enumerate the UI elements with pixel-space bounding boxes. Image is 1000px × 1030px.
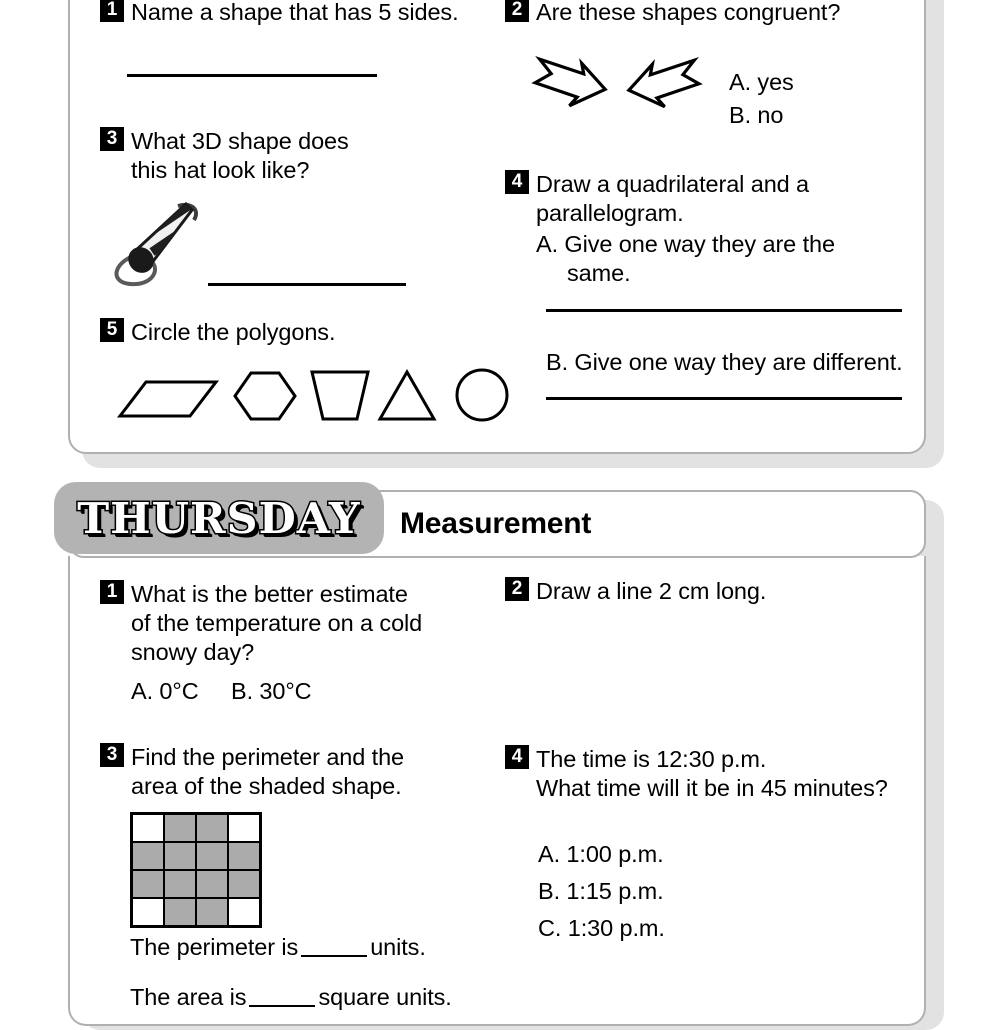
triangle-shape (380, 372, 434, 419)
area-blank[interactable] (249, 985, 315, 1007)
grid-cell (197, 871, 227, 897)
day-label: THURSDAY (77, 493, 361, 543)
grid-cell (165, 871, 195, 897)
question-text-line-2: of the temperature on a cold (131, 610, 423, 636)
answer-line-q3[interactable] (208, 283, 406, 286)
question-text-line-3: snowy day? (131, 639, 255, 665)
question-text-line-2: What time will it be in 45 minutes? (536, 775, 888, 801)
grid-cell (197, 843, 227, 869)
thursday-header-bar (68, 490, 926, 558)
arrow-left-icon (625, 56, 702, 113)
parallelogram-shape (120, 382, 216, 416)
thursday-q4-choice-a[interactable]: A. 1:00 p.m. (538, 841, 664, 867)
thursday-q1-choice-b[interactable]: B. 30°C (231, 678, 312, 704)
thursday-q4-choice-c[interactable]: C. 1:30 p.m. (538, 915, 665, 941)
question-text: Are these shapes congruent? (536, 0, 841, 25)
area-prompt-before: The area is (130, 984, 247, 1010)
question-text-line-2: area of the shaded shape. (131, 773, 402, 799)
question-5 (100, 318, 500, 347)
question-3 (100, 127, 430, 185)
question-number-badge: 4 (505, 170, 529, 194)
area-prompt (130, 983, 452, 1012)
grid-cell (133, 815, 163, 841)
circle-shape (457, 370, 507, 420)
shaded-area-grid (130, 812, 262, 928)
area-prompt-after: square units. (318, 984, 452, 1010)
grid-cell (229, 815, 259, 841)
congruent-arrows-figure (528, 52, 708, 114)
answer-line-q4b[interactable] (546, 397, 902, 400)
answer-line-q1[interactable] (127, 74, 377, 77)
question-text-line-1: What is the better estimate (131, 581, 408, 607)
question-text: Name a shape that has 5 sides. (131, 0, 459, 25)
question-text-line-2: parallelogram. (536, 200, 684, 226)
thursday-q1-choice-a[interactable]: A. 0°C (131, 678, 199, 704)
grid-cell (229, 843, 259, 869)
perimeter-prompt-after: units. (370, 934, 426, 960)
question-4 (505, 170, 915, 288)
grid-cell (197, 815, 227, 841)
question-number-badge: 5 (100, 318, 124, 342)
hexagon-shape (235, 373, 295, 419)
question-2-choice-b[interactable]: B. no (729, 102, 784, 128)
grid-cell (229, 899, 259, 925)
trapezoid-shape (312, 372, 368, 419)
question-text-line-2: this hat look like? (131, 157, 310, 183)
question-number-badge: 2 (505, 0, 529, 22)
grid-cell (165, 843, 195, 869)
grid-cell (133, 843, 163, 869)
thursday-question-3 (100, 743, 470, 801)
party-hat-figure (104, 188, 224, 290)
question-2-choice-a[interactable]: A. yes (729, 69, 794, 95)
perimeter-prompt (130, 933, 426, 962)
question-number-badge: 3 (100, 127, 124, 151)
day-badge (54, 482, 384, 554)
polygon-shapes-row (116, 364, 524, 426)
question-number-badge: 3 (100, 743, 124, 767)
grid-cell (133, 871, 163, 897)
question-number-badge: 4 (505, 745, 529, 769)
question-number-badge: 1 (100, 0, 124, 22)
question-4-part-a-line-1: A. Give one way they are the (536, 231, 835, 257)
question-text: Draw a line 2 cm long. (536, 578, 767, 604)
question-4-part-a-line-2: same. (567, 260, 631, 286)
question-2 (505, 0, 905, 27)
question-text-line-1: What 3D shape does (131, 128, 349, 154)
question-text-line-1: Draw a quadrilateral and a (536, 171, 810, 197)
question-number-badge: 1 (100, 580, 124, 604)
grid-cell (133, 899, 163, 925)
grid-cell (229, 871, 259, 897)
answer-line-q4a[interactable] (546, 309, 902, 312)
thursday-q4-choice-b[interactable]: B. 1:15 p.m. (538, 878, 664, 904)
thursday-question-4 (505, 745, 915, 803)
question-number-badge: 2 (505, 577, 529, 601)
grid-cell (165, 815, 195, 841)
thursday-question-1 (100, 580, 470, 667)
arrow-right-icon (532, 55, 609, 112)
question-text-line-1: The time is 12:30 p.m. (536, 746, 767, 772)
perimeter-blank[interactable] (301, 935, 367, 957)
question-4-part-b: B. Give one way they are different. (546, 349, 903, 375)
question-1 (100, 0, 490, 27)
question-text-line-1: Find the perimeter and the (131, 744, 405, 770)
perimeter-prompt-before: The perimeter is (130, 934, 299, 960)
topic-label: Measurement (400, 507, 592, 540)
grid-cell (165, 899, 195, 925)
question-text: Circle the polygons. (131, 319, 336, 345)
thursday-question-2 (505, 577, 905, 606)
grid-cell (197, 899, 227, 925)
